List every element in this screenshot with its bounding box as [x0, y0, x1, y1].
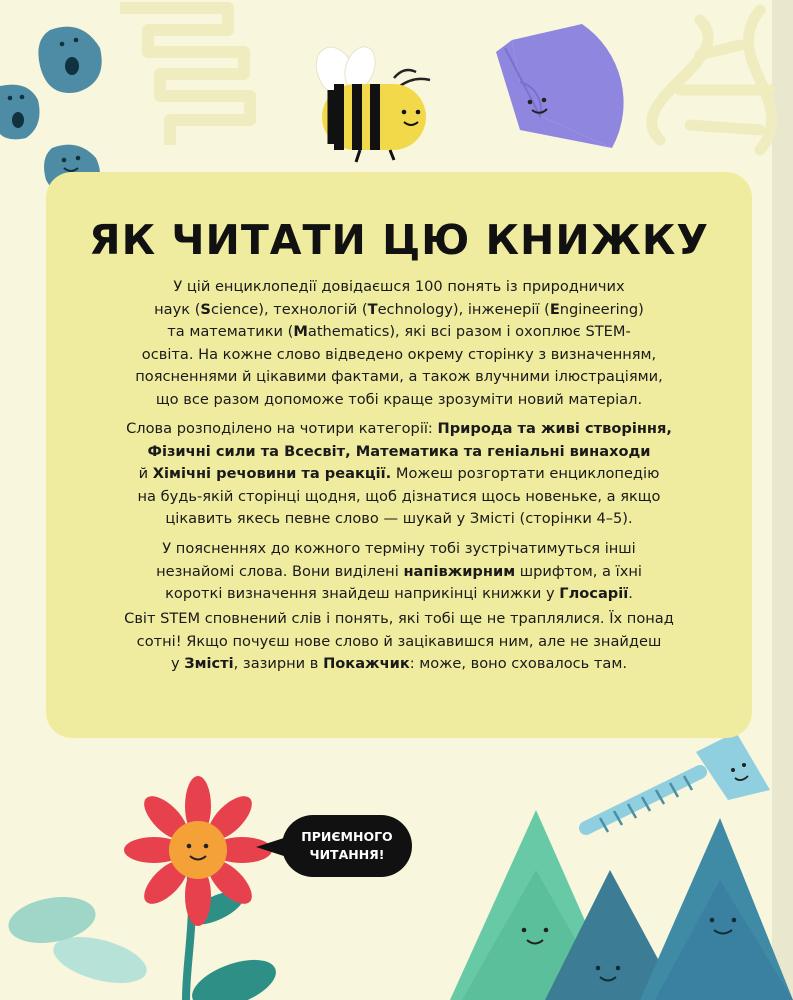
glossary-paragraph — [100, 538, 698, 606]
bold-term: напівжирним — [403, 562, 516, 580]
blob-creature-1 — [38, 27, 101, 93]
text-line: що все разом допоможе тобі краще зрозуміти новий матеріал. — [155, 390, 643, 408]
text-line: короткі визначення знайдеш наприкінці книжки у — [165, 585, 560, 602]
blob-creature-2 — [0, 85, 40, 140]
bold-term: Змісті — [184, 655, 234, 672]
bold-letter: S — [200, 300, 211, 318]
text-line: Світ STEM сповнений слів і понять, які тобі ще не траплялися. Їх понад — [124, 610, 674, 627]
text-line: на будь-якій сторінці щодня, щоб дізнатися щось новеньке, а якщо — [137, 487, 661, 505]
category-name: Хімічні речовини та реакції. — [152, 465, 392, 482]
tree-icon-blue-large — [640, 818, 793, 1000]
category-name: Природа та живі створіння, — [437, 420, 672, 437]
text-line: цікавить якесь певне слово — шукай у Змісті (сторінки 4–5). — [165, 510, 633, 527]
text-line: й — [138, 465, 153, 482]
bubble-line: ПРИЄМНОГО — [301, 829, 393, 844]
text-line: наук ( — [154, 300, 201, 318]
category-name: Фізичні сили та Всесвіт, Математика та геніальні винаходи — [147, 442, 651, 460]
bold-term: Глосарії — [559, 585, 629, 602]
text-line: освіта. На кожне слово відведено окрему сторінку з визначенням, — [141, 345, 657, 363]
background-zigzag-line — [120, 8, 250, 145]
index-paragraph — [100, 608, 698, 676]
text-line: незнайомі слова. Вони виділені — [156, 562, 404, 580]
flower-icon — [5, 776, 282, 1000]
text-line: шрифтом, а їхні — [515, 562, 642, 580]
categories-paragraph — [100, 418, 698, 531]
dna-helix-icon — [652, 10, 772, 150]
intro-paragraph — [100, 276, 698, 411]
text-line: поясненнями й цікавими фактами, а також влучними ілюстраціями, — [135, 368, 663, 385]
text-line: Слова розподілено на чотири категорії: — [126, 420, 438, 437]
text-line: сотні! Якщо почуєш нове слово й зацікавишся ним, але не знайдеш — [136, 632, 662, 650]
text-line: athematics), які всі разом і охоплює STEM- — [307, 323, 631, 340]
speech-bubble — [282, 815, 412, 877]
bold-letter: E — [549, 300, 560, 318]
page-edge-shadow — [772, 0, 793, 1000]
text-line: cience), технологій ( — [210, 300, 368, 318]
text-line: : може, воно сховалось там. — [409, 655, 628, 672]
bold-term: Покажчик — [323, 655, 410, 672]
text-line: У поясненнях до кожного терміну тобі зустрічатимуться інші — [162, 540, 636, 557]
text-line: Можеш розгортати енциклопедію — [391, 465, 660, 482]
text-line: . — [628, 585, 633, 602]
screw-icon — [586, 732, 770, 832]
text-line: , зазирни в — [233, 655, 324, 672]
bee-icon — [309, 41, 430, 162]
text-line: У цій енциклопедії довідаєшся 100 понять із природничих — [173, 278, 625, 295]
bold-letter: M — [293, 323, 308, 340]
text-line: та математики ( — [167, 323, 294, 340]
page-title: ЯК ЧИТАТИ ЦЮ КНИЖКУ — [89, 216, 709, 264]
text-line: у — [170, 655, 185, 672]
protractor-icon — [496, 24, 624, 148]
text-line: echnology), інженерії ( — [377, 300, 550, 318]
bubble-line: ЧИТАННЯ! — [309, 847, 385, 862]
bold-letter: T — [367, 300, 378, 318]
text-line: ngineering) — [559, 300, 644, 318]
